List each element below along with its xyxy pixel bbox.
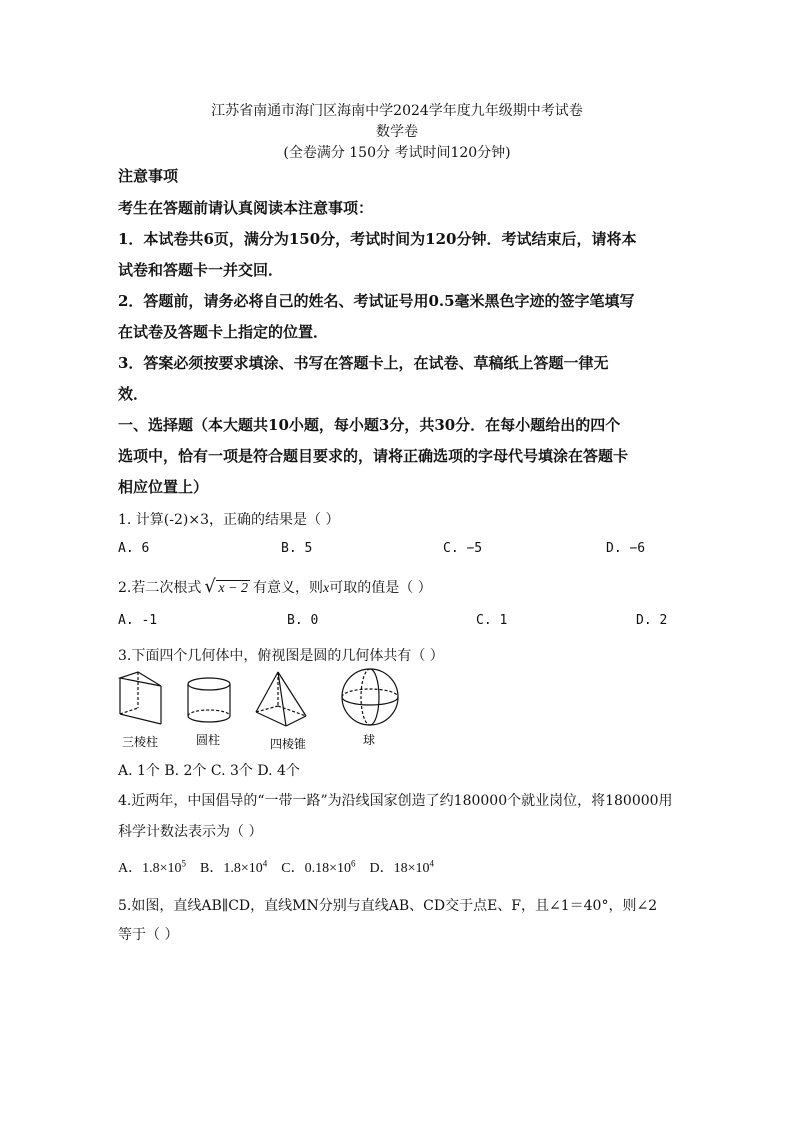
question-2-stem-post: 可取的值是（ ） (329, 580, 432, 596)
question-2-radicand: x − 2 (218, 581, 249, 596)
question-2-variable: x (323, 581, 330, 596)
question-1-option-a: A. 6 (118, 541, 150, 556)
label-sphere: 球 (362, 733, 376, 747)
question-1-option-b: B. 5 (281, 541, 313, 556)
question-2-stem-pre: 2.若二次根式 (118, 580, 202, 596)
question-2-stem (118, 577, 432, 597)
question-5-line-1: 5.如图，直线AB∥CD，直线MN分别与直线AB、CD交于点E、F，且∠1＝40°，则∠2 (118, 898, 658, 914)
square-pyramid-shape (256, 672, 306, 726)
question-2-option-d: D. 2 (636, 613, 668, 628)
question-4-option-c (281, 858, 356, 876)
section-1-heading-line-2: 选项中，恰有一项是符合题目要求的，请将正确选项的字母代号填涂在答题卡 (118, 447, 629, 465)
question-4-line-2: 科学计数法表示为（ ） (118, 824, 263, 840)
notice-intro: 考生在答题前请认真阅读本注意事项： (118, 199, 374, 217)
notice-item-1-line-2: 试卷和答题卡一并交回． (118, 261, 284, 279)
option-a-base: A．1.8×10 (118, 861, 182, 876)
section-1-heading-line-1: 一、选择题（本大题共10小题，每小题3分，共30分．在每小题给出的四个 (118, 416, 621, 434)
question-5-line-2: 等于（ ） (118, 927, 179, 943)
question-4-options (118, 857, 434, 877)
label-cylinder: 圆柱 (195, 733, 221, 747)
question-4-option-b (200, 858, 268, 876)
label-triangular-prism: 三棱柱 (121, 735, 159, 749)
notice-item-3-line-2: 效． (118, 385, 149, 403)
option-d-base: D．18×10 (369, 861, 430, 876)
section-1-heading-line-3: 相应位置上） (118, 478, 209, 496)
solids-figure (110, 664, 430, 754)
question-4-option-a (118, 858, 187, 876)
question-1-option-d: D. −6 (606, 541, 646, 556)
question-3-options: A. 1个 B. 2个 C. 3个 D. 4个 (118, 763, 300, 779)
option-c-base: C．0.18×10 (281, 861, 351, 876)
option-a-exponent: 5 (181, 858, 187, 869)
exam-subject: 数学卷 (376, 124, 418, 140)
question-1-option-c: C. −5 (443, 541, 483, 556)
label-square-pyramid: 四棱锥 (269, 737, 307, 751)
question-2-option-c: C. 1 (476, 613, 508, 628)
question-4-option-d (369, 858, 434, 876)
option-d-exponent: 4 (429, 858, 434, 869)
notice-item-3-line-1: 3．答案必须按要求填涂、书写在答题卡上，在试卷、草稿纸上答题一律无 (118, 354, 609, 372)
notice-item-2-line-2: 在试卷及答题卡上指定的位置． (118, 323, 329, 341)
question-2-option-a: A. -1 (118, 613, 158, 628)
notice-title: 注意事项 (118, 167, 179, 185)
exam-title: 江苏省南通市海门区海南中学2024学年度九年级期中考试卷 (211, 103, 583, 119)
question-3-stem: 3.下面四个几何体中，俯视图是圆的几何体共有（ ） (118, 648, 444, 664)
option-b-exponent: 4 (262, 858, 268, 869)
question-1-stem: 1. 计算(-2)×3，正确的结果是（ ） (118, 512, 340, 528)
question-4-line-1: 4.近两年，中国倡导的“一带一路”为沿线国家创造了约180000个就业岗位，将180000用 (118, 793, 673, 809)
notice-item-2-line-1: 2．答题前，请务必将自己的姓名、考试证号用0.5毫米黑色字迹的签字笔填写 (118, 292, 635, 310)
option-c-exponent: 6 (350, 858, 356, 869)
question-2-option-b: B. 0 (287, 613, 319, 628)
sphere-shape (342, 669, 398, 725)
exam-info: (全卷满分 150分 考试时间120分钟) (283, 145, 511, 161)
radical-sign (204, 580, 250, 597)
option-b-base: B．1.8×10 (200, 861, 263, 876)
triangular-prism-shape (120, 672, 161, 724)
cylinder-shape (188, 678, 230, 722)
question-2-stem-mid: 有意义，则 (253, 580, 324, 596)
notice-item-1-line-1: 1．本试卷共6页，满分为150分，考试时间为120分钟．考试结束后，请将本 (118, 230, 637, 248)
